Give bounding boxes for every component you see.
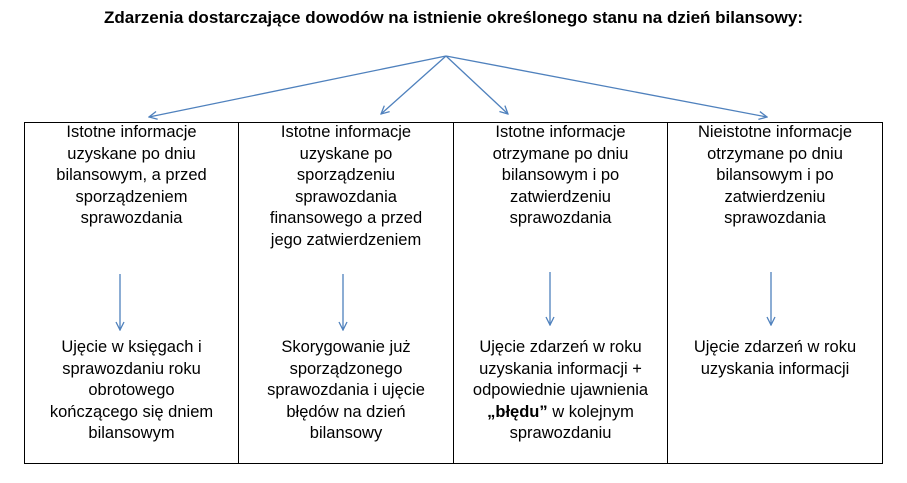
- column-2-treatment: Skorygowanie już sporządzonego sprawozdania i ujęcie błędów na dzień bilansowy: [267, 338, 425, 442]
- column-2-event: Istotne informacje uzyskane po sporządzeniu sprawozdania finansowego a przed jego zatwierdzeniem: [269, 123, 423, 249]
- column-3-treatment-part2: w kolejnym sprawozdaniu: [509, 402, 634, 442]
- fan-arrow: [446, 56, 508, 114]
- fan-arrow: [381, 56, 446, 114]
- column-1-event: Istotne informacje uzyskane po dniu bilansowym, a przed sporządzeniem sprawozdania: [56, 123, 207, 227]
- fan-arrow: [446, 56, 767, 117]
- column-1-treatment: Ujęcie w księgach i sprawozdaniu roku obrotowego kończącego się dniem bilansowym: [49, 338, 214, 442]
- column-1: [25, 122, 238, 463]
- column-4-event: Nieistotne informacje otrzymane po dniu bilansowym i po zatwierdzeniu sprawozdania: [697, 123, 853, 227]
- column-4: [668, 122, 882, 463]
- column-3-treatment: [454, 337, 667, 445]
- column-3: [454, 122, 667, 463]
- column-2: [239, 122, 453, 463]
- error-emphasis: „błędu”: [487, 402, 548, 421]
- column-3-treatment-part1: Ujęcie zdarzeń w roku uzyskania informacji + odpowiednie ujawnienia: [472, 338, 649, 399]
- column-4-treatment: Ujęcie zdarzeń w roku uzyskania informacji: [693, 338, 857, 378]
- column-3-event: Istotne informacje otrzymane po dniu bilansowym i po zatwierdzeniu sprawozdania: [492, 123, 629, 227]
- fan-arrow: [149, 56, 446, 117]
- diagram-title: Zdarzenia dostarczające dowodów na istnienie określonego stanu na dzień bilansowy:: [103, 8, 804, 27]
